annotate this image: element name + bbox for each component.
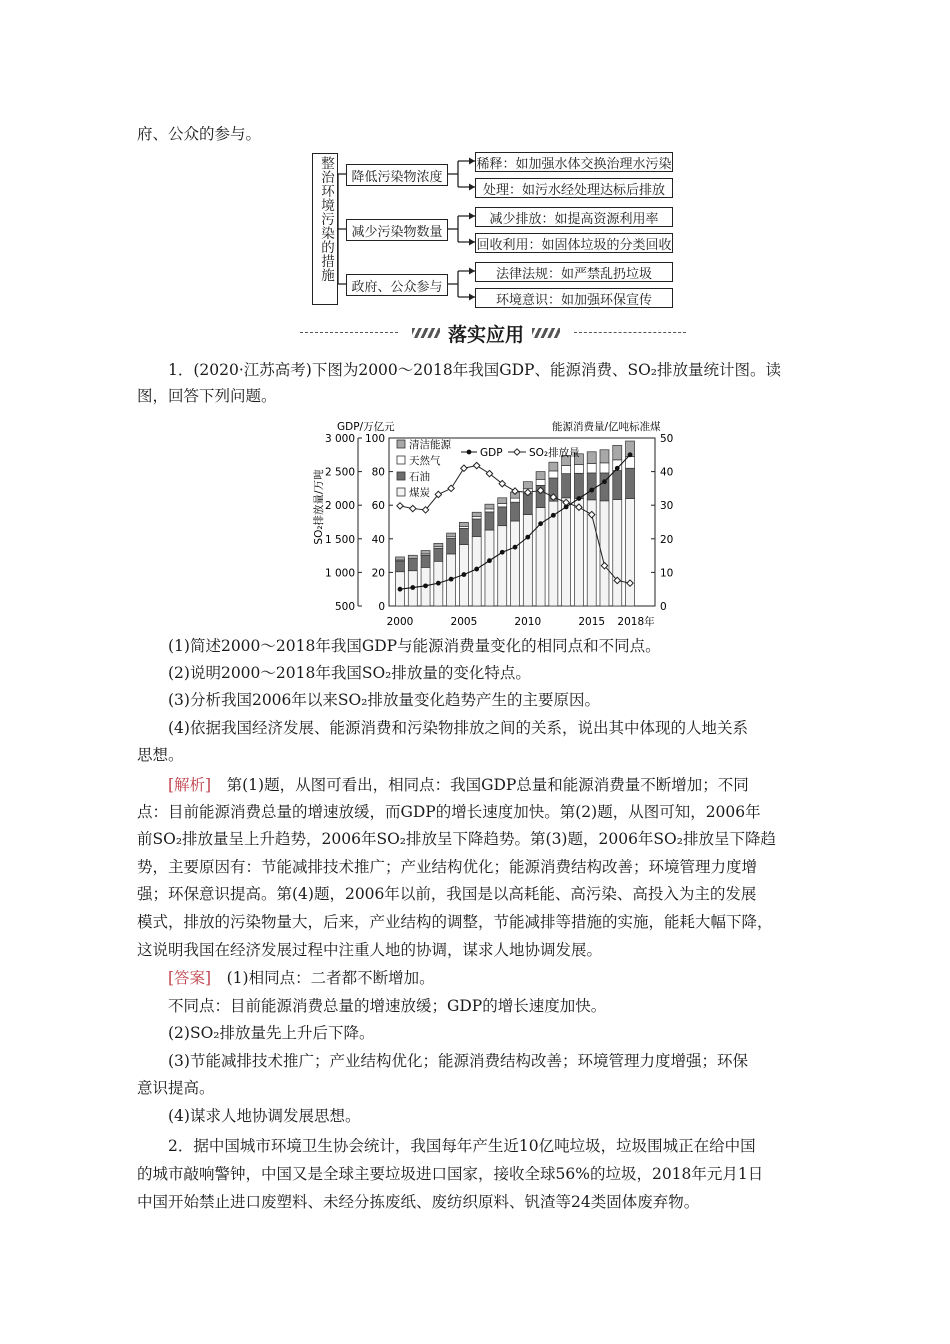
- so2-tick-label: 2 500: [324, 466, 355, 479]
- so2-tick-label: 1 000: [324, 567, 355, 580]
- legend-swatch-coal: [397, 488, 405, 496]
- energy-bar-coal: [613, 499, 622, 606]
- energy-bar-oil: [574, 473, 583, 498]
- energy-bar-coal: [485, 530, 494, 606]
- energy-bar-gas: [549, 471, 558, 478]
- energy-bar-clean: [549, 462, 558, 471]
- energy-bar-gas: [498, 504, 507, 507]
- energy-bar-clean: [396, 557, 405, 560]
- energy-bar-clean: [408, 555, 417, 558]
- gdp-point: [436, 581, 441, 586]
- energy-bar-oil: [511, 502, 520, 521]
- diagram-leaf: 处理：如污水经处理达标后排放: [475, 178, 673, 198]
- q1-sub-question: (3)分析我国2006年以来SO₂排放量变化趋势产生的主要原因。: [168, 691, 600, 709]
- energy-bar-clean: [421, 551, 430, 554]
- gdp-point: [628, 452, 633, 457]
- energy-bar-oil: [434, 548, 443, 561]
- energy-bar-gas: [536, 479, 545, 485]
- heading-rule-right: [574, 332, 686, 333]
- diagram-branch-1: 降低污染物浓度: [346, 164, 448, 186]
- energy-bar-clean: [587, 452, 596, 464]
- gdp-point: [589, 488, 594, 493]
- so2-point: [397, 503, 403, 509]
- q1-stem: 1．(2020·江苏高考)下图为2000～2018年我国GDP、能源消费、SO₂排放量统计图。读: [168, 361, 782, 379]
- energy-tick-label: 0: [660, 601, 667, 613]
- energy-bar-clean: [459, 522, 468, 526]
- gdp-tick-label: 80: [371, 466, 385, 479]
- energy-bar-clean: [613, 445, 622, 459]
- answer-line: (3)节能减排技术推广；产业结构优化；能源消费结构改善；环境管理力度增强；环保: [168, 1052, 748, 1070]
- gdp-tick-label: 40: [371, 533, 385, 546]
- energy-bar-oil: [472, 519, 481, 536]
- energy-bar-gas: [485, 509, 494, 512]
- intro-fragment: 府、公众的参与。: [137, 125, 262, 143]
- answer-line: 不同点：目前能源消费总量的增速放缓；GDP的增长速度加快。: [168, 997, 607, 1015]
- energy-bar-oil: [626, 468, 635, 498]
- energy-bar-clean: [485, 504, 494, 509]
- answer-tag: [答案]: [168, 969, 212, 987]
- energy-tick-label: 10: [660, 567, 674, 580]
- q1-sub-question: (2)说明2000～2018年我国SO₂排放量的变化特点。: [168, 664, 531, 682]
- gdp-energy-so2-chart: [300, 412, 700, 630]
- gdp-point: [474, 567, 479, 572]
- so2-tick-label: 1 500: [324, 533, 355, 546]
- diagram-leaf: 环境意识：如加强环保宣传: [475, 288, 673, 308]
- energy-bar-oil: [600, 473, 609, 501]
- energy-bar-gas: [574, 465, 583, 474]
- energy-bar-gas: [472, 517, 481, 519]
- q1-sub-question: (4)依据我国经济发展、能源消费和污染物排放之间的关系，说出其中体现的人地关系: [168, 719, 748, 737]
- gdp-tick-label: 60: [371, 500, 385, 513]
- answer-line: (2)SO₂排放量先上升后下降。: [168, 1024, 375, 1042]
- analysis-line: 模式，排放的污染物量大，后来，产业结构的调整，节能减排等措施的实施，能耗大幅下降，: [137, 913, 773, 931]
- energy-bar-coal: [511, 521, 520, 606]
- x-tick-label: 2000: [386, 616, 414, 628]
- gdp-point: [564, 504, 569, 509]
- energy-bar-coal: [523, 515, 532, 606]
- gdp-point: [423, 583, 428, 588]
- x-tick-label: 2010: [514, 616, 542, 628]
- energy-bar-oil: [408, 560, 417, 571]
- legend-label-gdp: GDP: [480, 447, 503, 459]
- energy-bar-gas: [562, 466, 571, 474]
- gdp-point: [410, 585, 415, 590]
- energy-bar-clean: [434, 543, 443, 546]
- answer-line: 意识提高。: [137, 1079, 215, 1097]
- energy-bar-oil: [613, 471, 622, 500]
- so2-point: [473, 462, 479, 468]
- energy-bar-clean: [536, 472, 545, 480]
- energy-bar-clean: [472, 512, 481, 516]
- energy-bar-clean: [498, 498, 507, 504]
- legend-label-clean: 清洁能源: [409, 439, 451, 451]
- gdp-tick-label: 100: [364, 433, 385, 445]
- energy-bar-clean: [523, 482, 532, 489]
- energy-bar-oil: [562, 474, 571, 498]
- diagram-leaf: 回收利用：如固体垃圾的分类回收: [475, 233, 673, 253]
- energy-bar-coal: [574, 498, 583, 606]
- x-tick-label: 2005: [450, 616, 478, 628]
- so2-point: [448, 485, 454, 491]
- so2-point: [461, 465, 467, 471]
- analysis-line: 这说明我国在经济发展过程中注重人地的协调，谋求人地协调发展。: [137, 941, 603, 959]
- diagram-leaf: 减少排放：如提高资源利用率: [475, 207, 673, 227]
- gdp-point: [462, 572, 467, 577]
- analysis-line: 强；环保意识提高。第(4)题，2006年以前，我国是以高耗能、高污染、高投入为主的发展: [137, 885, 757, 903]
- stripes-decoration: [532, 328, 560, 338]
- so2-tick-label: 3 000: [324, 433, 355, 445]
- so2-axis-title: SO₂排放量/万吨: [313, 469, 325, 545]
- legend-label-coal: 煤炭: [409, 487, 430, 499]
- analysis-line: 前SO₂排放量呈上升趋势，2006年SO₂排放呈下降趋势。第(3)题，2006年SO₂排放呈下降趋: [137, 830, 776, 848]
- energy-bar-gas: [511, 498, 520, 502]
- legend-label-gas: 天然气: [409, 455, 441, 467]
- energy-bar-gas: [587, 464, 596, 473]
- gdp-tick-label: 0: [378, 601, 385, 613]
- legend-swatch-clean: [397, 440, 405, 448]
- q2-line: 2．据中国城市环境卫生协会统计，我国每年产生近10亿吨垃圾，垃圾围城正在给中国: [168, 1137, 756, 1155]
- so2-tick-label: 2 000: [324, 500, 355, 513]
- gdp-point: [577, 496, 582, 501]
- gdp-axis-title: GDP/万亿元: [337, 421, 395, 433]
- analysis-tag: [解析]: [168, 776, 212, 794]
- gdp-point: [525, 535, 530, 540]
- gdp-point: [602, 479, 607, 484]
- q2-line: 的城市敲响警钟，中国又是全球主要垃圾进口国家，接收全球56%的垃圾，2018年元月1日: [137, 1165, 764, 1183]
- legend-label-so2: SO₂排放量: [529, 447, 580, 459]
- answer-text: (1)相同点：二者都不断增加。: [211, 969, 435, 987]
- energy-bar-oil: [498, 507, 507, 526]
- diagram-leaf: 法律法规：如严禁乱扔垃圾: [475, 262, 673, 282]
- legend-swatch-gas: [397, 456, 405, 464]
- energy-tick-label: 50: [660, 433, 674, 445]
- energy-bar-oil: [447, 538, 456, 553]
- energy-bar-oil: [523, 493, 532, 514]
- x-tick-label: 2015: [578, 616, 606, 628]
- legend-gdp-marker: [467, 450, 472, 455]
- energy-bar-coal: [626, 498, 635, 606]
- so2-point: [410, 505, 416, 511]
- so2-tick-label: 500: [334, 601, 355, 613]
- analysis-line: 势，主要原因有：节能减排技术推广；产业结构优化；能源消费结构改善；环境管理力度增: [137, 858, 758, 876]
- stripes-decoration: [412, 328, 440, 338]
- heading-rule-left: [300, 332, 398, 333]
- energy-tick-label: 40: [660, 466, 674, 479]
- energy-bar-coal: [562, 498, 571, 606]
- q1-stem: 图，回答下列问题。: [137, 387, 277, 405]
- energy-axis-title: 能源消费量/亿吨标准煤: [552, 421, 661, 433]
- energy-bar-gas: [600, 463, 609, 473]
- energy-bar-oil: [485, 512, 494, 530]
- answer-line: [168, 968, 827, 988]
- section-heading: [398, 318, 574, 348]
- energy-bar-oil: [396, 561, 405, 572]
- gdp-tick-label: 20: [371, 567, 385, 580]
- section-heading-text: 落实应用: [447, 323, 524, 346]
- diagram-leaf: 稀释：如加强水体交换治理水污染: [475, 152, 673, 172]
- energy-tick-label: 30: [660, 500, 674, 513]
- q2-line: 中国开始禁止进口废塑料、未经分拣废纸、废纺织原料、钒渣等24类固体废弃物。: [137, 1193, 700, 1211]
- energy-tick-label: 20: [660, 533, 674, 546]
- x-tick-label: 2018年: [617, 616, 655, 628]
- legend-label-oil: 石油: [409, 471, 430, 483]
- gdp-point: [551, 513, 556, 518]
- energy-bar-coal: [498, 526, 507, 606]
- analysis-text: 第(1)题，从图可看出，相同点：我国GDP总量和能源消费量不断增加；不同: [211, 776, 749, 794]
- energy-bar-oil: [587, 473, 596, 500]
- gdp-point: [538, 521, 543, 526]
- gdp-point: [398, 587, 403, 592]
- q1-sub-question: 思想。: [137, 746, 184, 764]
- energy-bar-oil: [459, 528, 468, 544]
- legend-swatch-oil: [397, 472, 405, 480]
- q1-sub-question: (1)简述2000～2018年我国GDP与能源消费量变化的相同点和不同点。: [168, 637, 661, 655]
- energy-bar-oil: [421, 555, 430, 567]
- gdp-point: [449, 577, 454, 582]
- diagram-root-text: 整治环境污染的措施: [318, 156, 334, 282]
- answer-line: (4)谋求人地协调发展思想。: [168, 1107, 361, 1125]
- legend-so2-marker: [514, 449, 520, 455]
- diagram-branch-2: 减少污染物数量: [346, 219, 448, 241]
- diagram-branch-3: 政府、公众参与: [346, 274, 448, 296]
- gdp-point: [615, 466, 620, 471]
- gdp-point: [500, 550, 505, 555]
- gdp-point: [513, 545, 518, 550]
- energy-bar-clean: [600, 450, 609, 463]
- analysis-line: [168, 775, 827, 795]
- analysis-line: 点：目前能源消费总量的增速放缓，而GDP的增长速度加快。第(2)题，从图可知，2006年: [137, 803, 761, 821]
- energy-bar-clean: [447, 533, 456, 537]
- gdp-point: [487, 558, 492, 563]
